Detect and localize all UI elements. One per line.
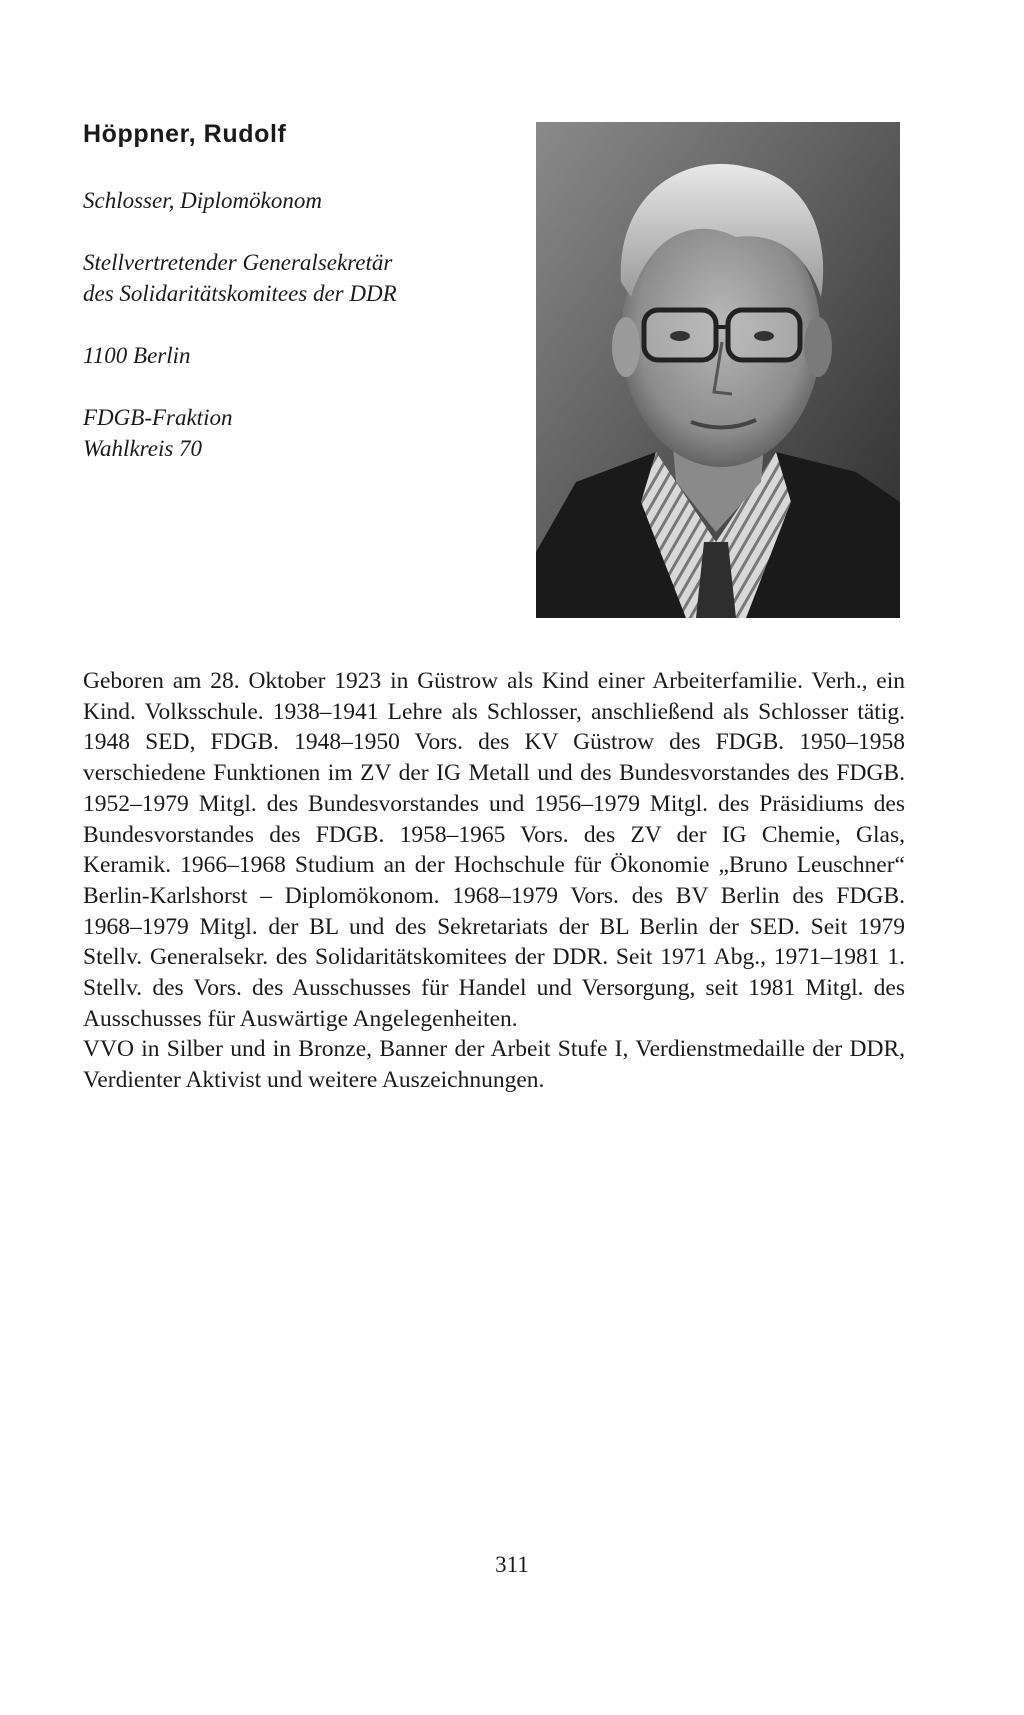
entry-metadata (83, 185, 523, 464)
profession: Schlosser, Diplomökonom (83, 188, 322, 213)
address: 1100 Berlin (83, 343, 191, 368)
biography (83, 666, 905, 1096)
awards-paragraph: VVO in Silber und in Bronze, Banner der Arbeit Stufe I, Verdienstmedaille der DDR, Verdienter Aktivist und weitere Auszeichnungen. (83, 1036, 905, 1094)
faction: FDGB-Fraktion (83, 405, 233, 430)
constituency: Wahlkreis 70 (83, 436, 203, 461)
position (83, 247, 523, 309)
position-line-2: des Solidaritätskomitees der DDR (83, 281, 397, 306)
person-name: Höppner, Rudolf (83, 120, 287, 148)
parliamentary-group (83, 402, 523, 464)
page-number: 311 (495, 1552, 529, 1577)
biography-paragraph: Geboren am 28. Oktober 1923 in Güstrow als Kind einer Arbeiterfamilie. Verh., ein Kind. Volksschule. 1938–1941 Lehre als Schlosser, anschließend als Schlosser tätig. 1948 SED, FDGB. 1948–1950 Vors. des KV Güstrow des FDGB. 1950–1958 verschiedene Funktionen im ZV der IG Metall und des Bundesvorstandes des FDGB. 1952–1979 Mitgl. des Bundesvorstandes und 1956–1979 Mitgl. des Präsidiums des Bundesvorstandes des FDGB. 1958–1965 Vors. des ZV der IG Chemie, Glas, Keramik. 1966–1968 Studium an der Hochschule für Ökonomie „Bruno Leuschner“ Berlin-Karlshorst – Diplomökonom. 1968–1979 Vors. des BV Berlin des FDGB. 1968–1979 Mitgl. der BL und des Sekretariats der BL Berlin der SED. Seit 1979 Stellv. Generalsekr. des Solidaritätskomitees der DDR. Seit 1971 Abg., 1971–1981 1. Stellv. des Vors. des Ausschusses für Handel und Versorgung, seit 1981 Mitgl. des Ausschusses für Auswärtige Angelegenheiten. (83, 668, 905, 1032)
position-line-1: Stellvertretender Generalsekretär (83, 250, 393, 275)
portrait-photo-icon (536, 122, 900, 618)
